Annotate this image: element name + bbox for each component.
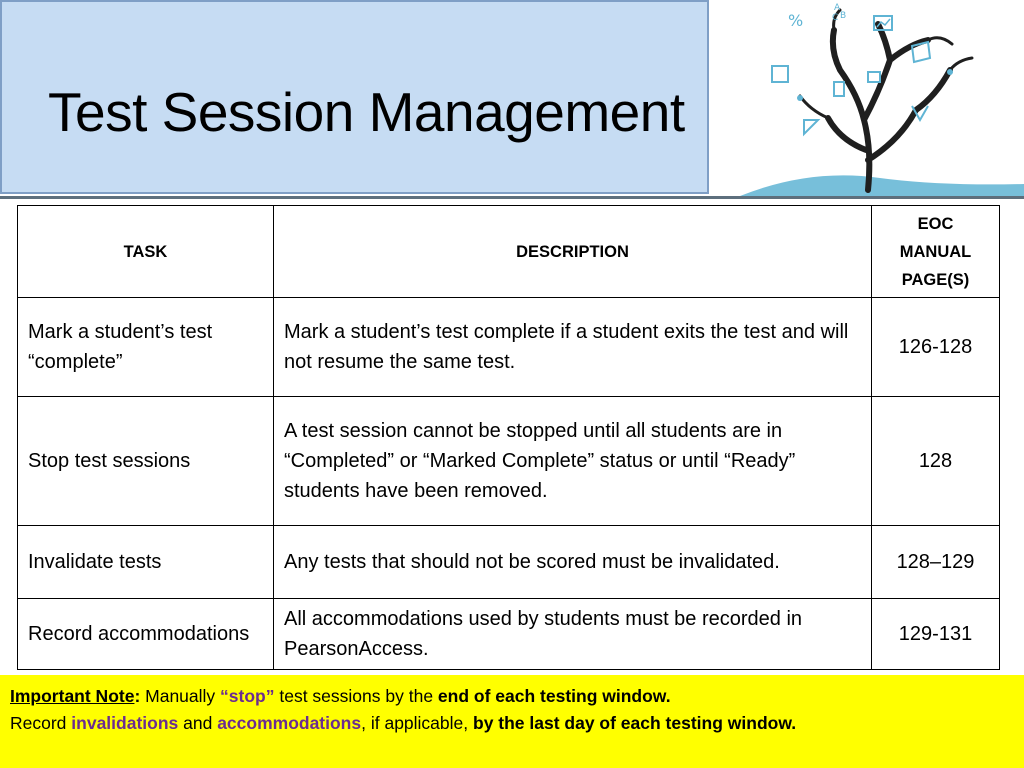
- note-deadline-1: end of each testing window.: [437, 686, 671, 706]
- page-title: Test Session Management: [48, 81, 685, 143]
- table-row: [18, 526, 1000, 599]
- cell-pages: 129-131: [872, 599, 1000, 670]
- cell-task: Mark a student’s test “complete”: [18, 298, 274, 397]
- title-panel: [0, 0, 709, 194]
- note-invalidations: invalidations: [71, 713, 179, 733]
- cell-description: Mark a student’s test complete if a student exits the test and will not resume the same test.: [274, 298, 872, 397]
- cell-pages: 128: [872, 397, 1000, 526]
- percent-icon: [788, 11, 803, 30]
- education-tree-illustration: [740, 0, 1024, 196]
- triangle-ruler-icon: [804, 120, 818, 134]
- slide-header: [0, 0, 1024, 198]
- abc-icon: A: [834, 3, 841, 13]
- svg-text:B: B: [840, 11, 847, 21]
- calculator-icon: [834, 82, 844, 96]
- note-label: Important Note: [10, 686, 135, 706]
- cell-task: Stop test sessions: [18, 397, 274, 526]
- header-divider: [0, 196, 1024, 199]
- cell-pages: 128–129: [872, 526, 1000, 599]
- cell-description: Any tests that should not be scored must be invalidated.: [274, 526, 872, 599]
- header-pages: EOC MANUAL PAGE(S): [872, 206, 1000, 298]
- svg-text:C: C: [832, 13, 839, 23]
- note-stop: “stop”: [220, 686, 275, 706]
- computer-icon: [868, 72, 880, 82]
- header-description: DESCRIPTION: [274, 206, 872, 298]
- important-note-box: Important Note: Manually “stop” test sessions by the end of each testing window. Record invalidations and accommodations, if applicable, by the last day of each testing window.: [0, 675, 1024, 768]
- stack-icon: [772, 66, 788, 82]
- task-table: [17, 205, 1000, 670]
- cell-description: A test session cannot be stopped until all students are in “Completed” or “Marked Complete” status or until “Ready” students have been removed.: [274, 397, 872, 526]
- table-row: [18, 397, 1000, 526]
- cell-task: Record accommodations: [18, 599, 274, 670]
- note-deadline-2: by the last day of each testing window.: [473, 713, 797, 733]
- table-row: [18, 298, 1000, 397]
- header-task: TASK: [18, 206, 274, 298]
- table-header-row: [18, 206, 1000, 298]
- note-accommodations: accommodations: [217, 713, 362, 733]
- cell-description: All accommodations used by students must be recorded in PearsonAccess.: [274, 599, 872, 670]
- table-row: [18, 599, 1000, 670]
- cell-pages: 126-128: [872, 298, 1000, 397]
- svg-text:%: %: [788, 11, 804, 30]
- cell-task: Invalidate tests: [18, 526, 274, 599]
